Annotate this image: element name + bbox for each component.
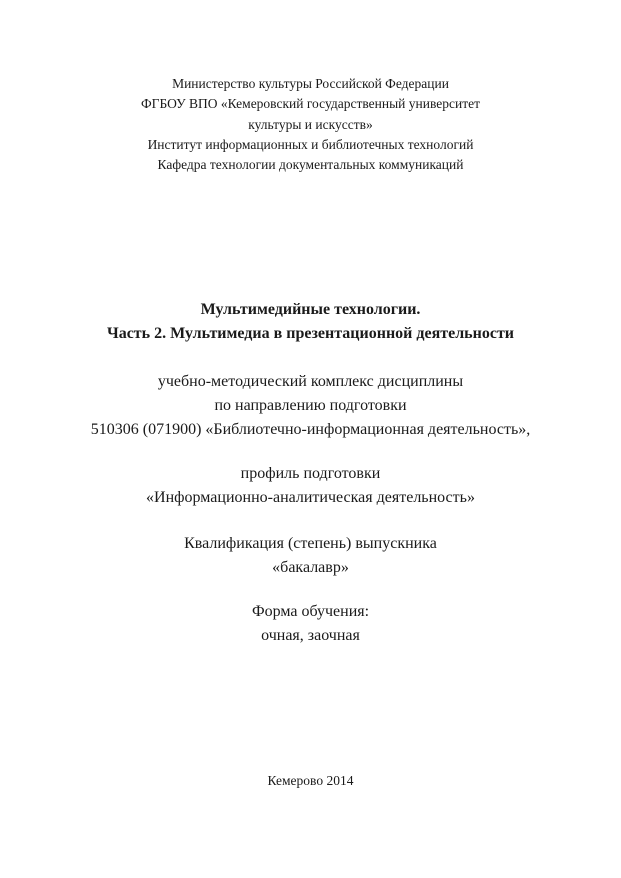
qualification-label: Квалификация (степень) выпускника (184, 535, 437, 552)
profile-value: «Информационно-аналитическая деятельность» (146, 489, 475, 506)
institute-name: Институт информационных и библиотечных технологий (147, 137, 474, 152)
city-year: Кемерово 2014 (267, 773, 354, 788)
document-subtitle: Часть 2. Мультимедиа в презентационной деятельности (106, 325, 515, 342)
direction-label: по направлению подготовки (214, 397, 407, 414)
department-name: Кафедра технологии документальных коммуникаций (157, 157, 464, 172)
profile-label: профиль подготовки (240, 465, 381, 482)
study-form-label: Форма обучения: (251, 603, 370, 620)
ministry-name: Министерство культуры Российской Федерации (172, 76, 449, 91)
university-name: ФГБОУ ВПО «Кемеровский государственный университет (140, 96, 481, 111)
direction-value: 510306 (071900) «Библиотечно-информационная деятельность», (90, 421, 531, 438)
complex-description: учебно-методический комплекс дисциплины (157, 373, 464, 390)
university-name-continued: культуры и искусств» (248, 117, 373, 132)
qualification-value: «бакалавр» (272, 559, 349, 576)
study-form-value: очная, заочная (261, 627, 360, 644)
document-title: Мультимедийные технологии. (200, 301, 421, 318)
